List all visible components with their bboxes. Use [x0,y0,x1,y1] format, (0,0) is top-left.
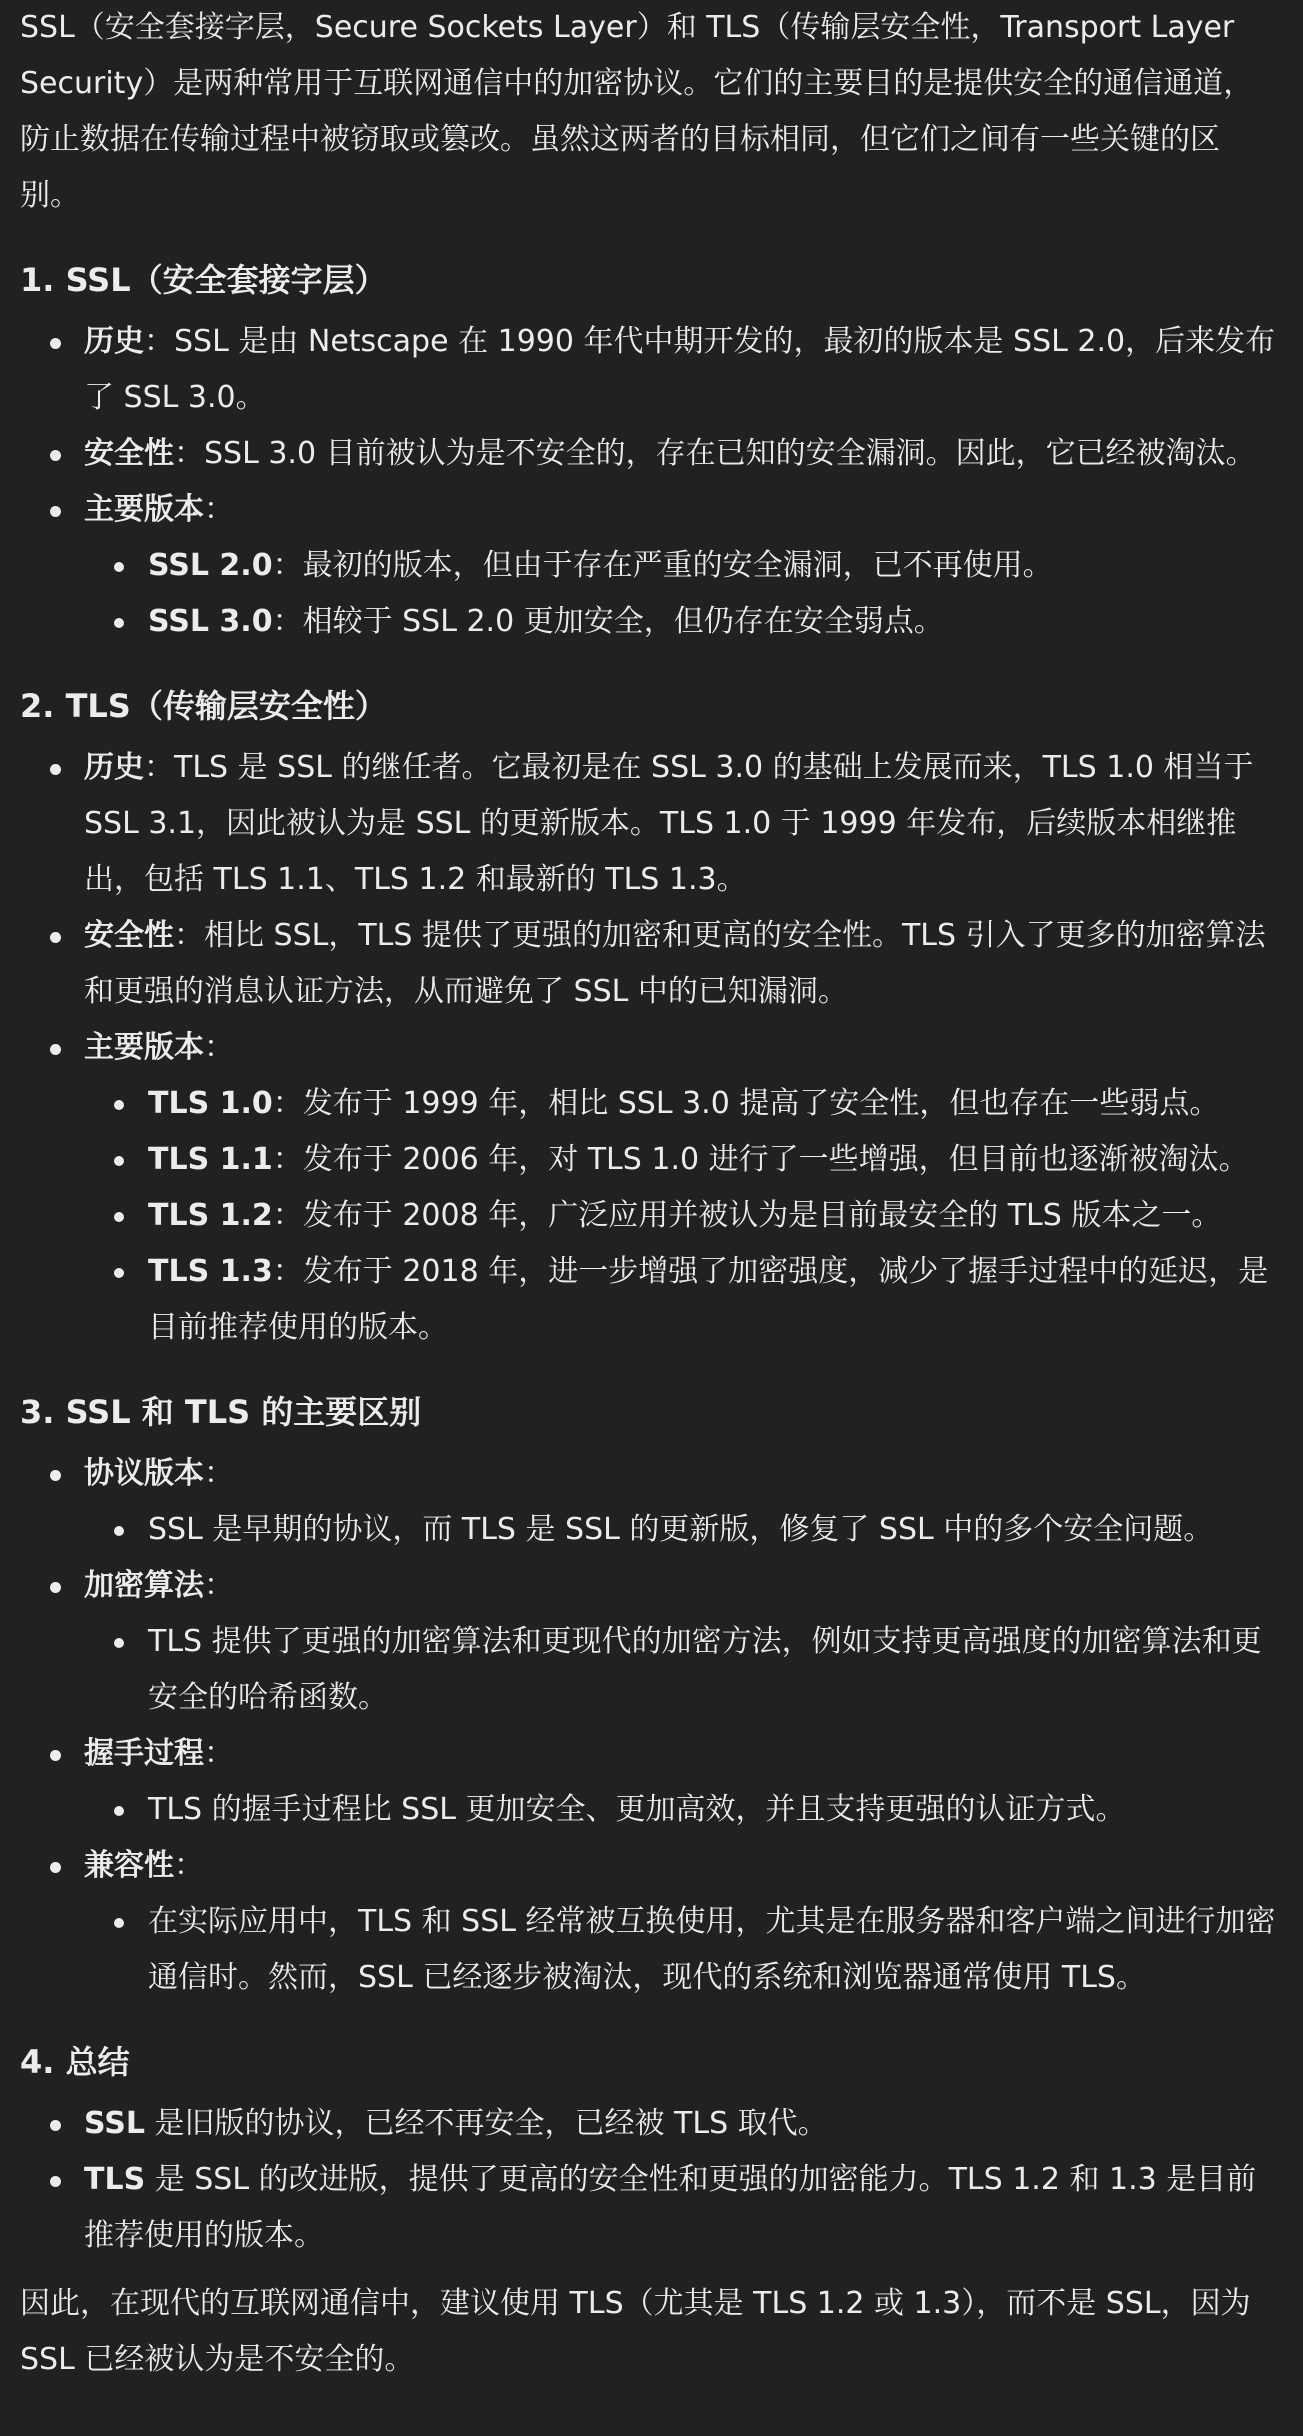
item-text: ：SSL 3.0 目前被认为是不安全的，存在已知的安全漏洞。因此，它已经被淘汰。 [174,436,1256,471]
item-text: ：TLS 是 SSL 的继任者。它最初是在 SSL 3.0 的基础上发展而来，TLS 1.0 相当于 SSL 3.1，因此被认为是 SSL 的更新版本。TLS 1.0 于 1999 年发布，后续版本相继推出，包括 TLS 1.1、TLS 1.2 和最新的 TLS 1.3。 [84,750,1254,897]
version-item [148,1132,1277,1188]
item-label: 协议版本 [84,1456,204,1491]
version-item [148,538,1277,594]
version-item [148,594,1277,650]
section-4-heading: 4. 总结 [20,2043,130,2081]
version-desc: ：发布于 2018 年，进一步增强了加密强度，减少了握手过程中的延迟，是目前推荐使用的版本。 [148,1254,1269,1345]
detail-list [84,1502,1277,1558]
section-3-list [20,1446,1277,2006]
item-label: 兼容性 [84,1848,174,1883]
list-item [84,1838,1277,2006]
version-list [84,538,1277,650]
version-desc: ：最初的版本，但由于存在严重的安全漏洞，已不再使用。 [272,548,1053,583]
item-label: SSL [84,2106,145,2141]
version-desc: ：相较于 SSL 2.0 更加安全，但仍存在安全弱点。 [272,604,944,639]
section-2-heading: 2. TLS（传输层安全性） [20,687,387,725]
item-label: 握手过程 [84,1736,204,1771]
item-text: ：相比 SSL，TLS 提供了更强的加密和更高的安全性。TLS 引入了更多的加密算法和更强的消息认证方法，从而避免了 SSL 中的已知漏洞。 [84,918,1266,1009]
detail-list [84,1894,1277,2006]
list-item [84,1446,1277,1558]
version-name: TLS 1.2 [148,1198,273,1233]
section-1-heading: 1. SSL（安全套接字层） [20,261,387,299]
detail-item: 在实际应用中，TLS 和 SSL 经常被互换使用，尤其是在服务器和客户端之间进行加密通信时。然而，SSL 已经逐步被淘汰，现代的系统和浏览器通常使用 TLS。 [148,1894,1277,2006]
item-colon: ： [204,1736,234,1771]
detail-item: TLS 的握手过程比 SSL 更加安全、更加高效，并且支持更强的认证方式。 [148,1782,1277,1838]
list-item [84,482,1277,650]
conclusion-paragraph: 因此，在现代的互联网通信中，建议使用 TLS（尤其是 TLS 1.2 或 1.3），而不是 SSL，因为 SSL 已经被认为是不安全的。 [20,2286,1251,2377]
version-list [84,1076,1277,1356]
item-colon: ： [204,1030,234,1065]
section-1-list [20,314,1277,650]
item-colon: ： [204,1568,234,1603]
version-item [148,1076,1277,1132]
version-name: TLS 1.3 [148,1254,273,1289]
version-name: TLS 1.1 [148,1142,273,1177]
section-4-list [20,2096,1277,2264]
item-text: 是旧版的协议，已经不再安全，已经被 TLS 取代。 [144,2106,828,2141]
item-text: 是 SSL 的改进版，提供了更高的安全性和更强的加密能力。TLS 1.2 和 1.3 是目前推荐使用的版本。 [84,2162,1257,2253]
item-label: 安全性 [84,918,174,953]
item-label: TLS [84,2162,146,2197]
item-label: 主要版本 [84,492,204,527]
version-desc: ：发布于 2006 年，对 TLS 1.0 进行了一些增强，但目前也逐渐被淘汰。 [272,1142,1249,1177]
intro-paragraph: SSL（安全套接字层，Secure Sockets Layer）和 TLS（传输层安全性，Transport Layer Security）是两种常用于互联网通信中的加密协议。它们的主要目的是提供安全的通信通道，防止数据在传输过程中被窃取或篡改。虽然这两者的目标相同，但它们之间有一些关键的区别。 [20,10,1254,213]
list-item [84,426,1277,482]
item-label: 历史 [84,750,144,785]
list-item [84,1726,1277,1838]
version-name: SSL 2.0 [148,548,273,583]
version-item [148,1244,1277,1356]
item-colon: ： [204,1456,234,1491]
version-desc: ：发布于 2008 年，广泛应用并被认为是目前最安全的 TLS 版本之一。 [272,1198,1222,1233]
list-item [84,2152,1277,2264]
list-item [84,314,1277,426]
list-item [84,740,1277,908]
version-name: TLS 1.0 [148,1086,273,1121]
version-item [148,1188,1277,1244]
detail-list [84,1614,1277,1726]
version-name: SSL 3.0 [148,604,273,639]
detail-item: SSL 是早期的协议，而 TLS 是 SSL 的更新版，修复了 SSL 中的多个安全问题。 [148,1502,1277,1558]
item-colon: ： [174,1848,204,1883]
list-item [84,1020,1277,1356]
item-label: 历史 [84,324,144,359]
version-desc: ：发布于 1999 年，相比 SSL 3.0 提高了安全性，但也存在一些弱点。 [272,1086,1220,1121]
item-label: 加密算法 [84,1568,204,1603]
item-label: 安全性 [84,436,174,471]
list-item [84,2096,1277,2152]
section-3-heading: 3. SSL 和 TLS 的主要区别 [20,1393,422,1431]
detail-item: TLS 提供了更强的加密算法和更现代的加密方法，例如支持更高强度的加密算法和更安全的哈希函数。 [148,1614,1277,1726]
item-colon: ： [204,492,234,527]
list-item [84,908,1277,1020]
section-2-list [20,740,1277,1356]
list-item [84,1558,1277,1726]
item-label: 主要版本 [84,1030,204,1065]
item-text: ：SSL 是由 Netscape 在 1990 年代中期开发的，最初的版本是 SSL 2.0，后来发布了 SSL 3.0。 [84,324,1276,415]
detail-list [84,1782,1277,1838]
